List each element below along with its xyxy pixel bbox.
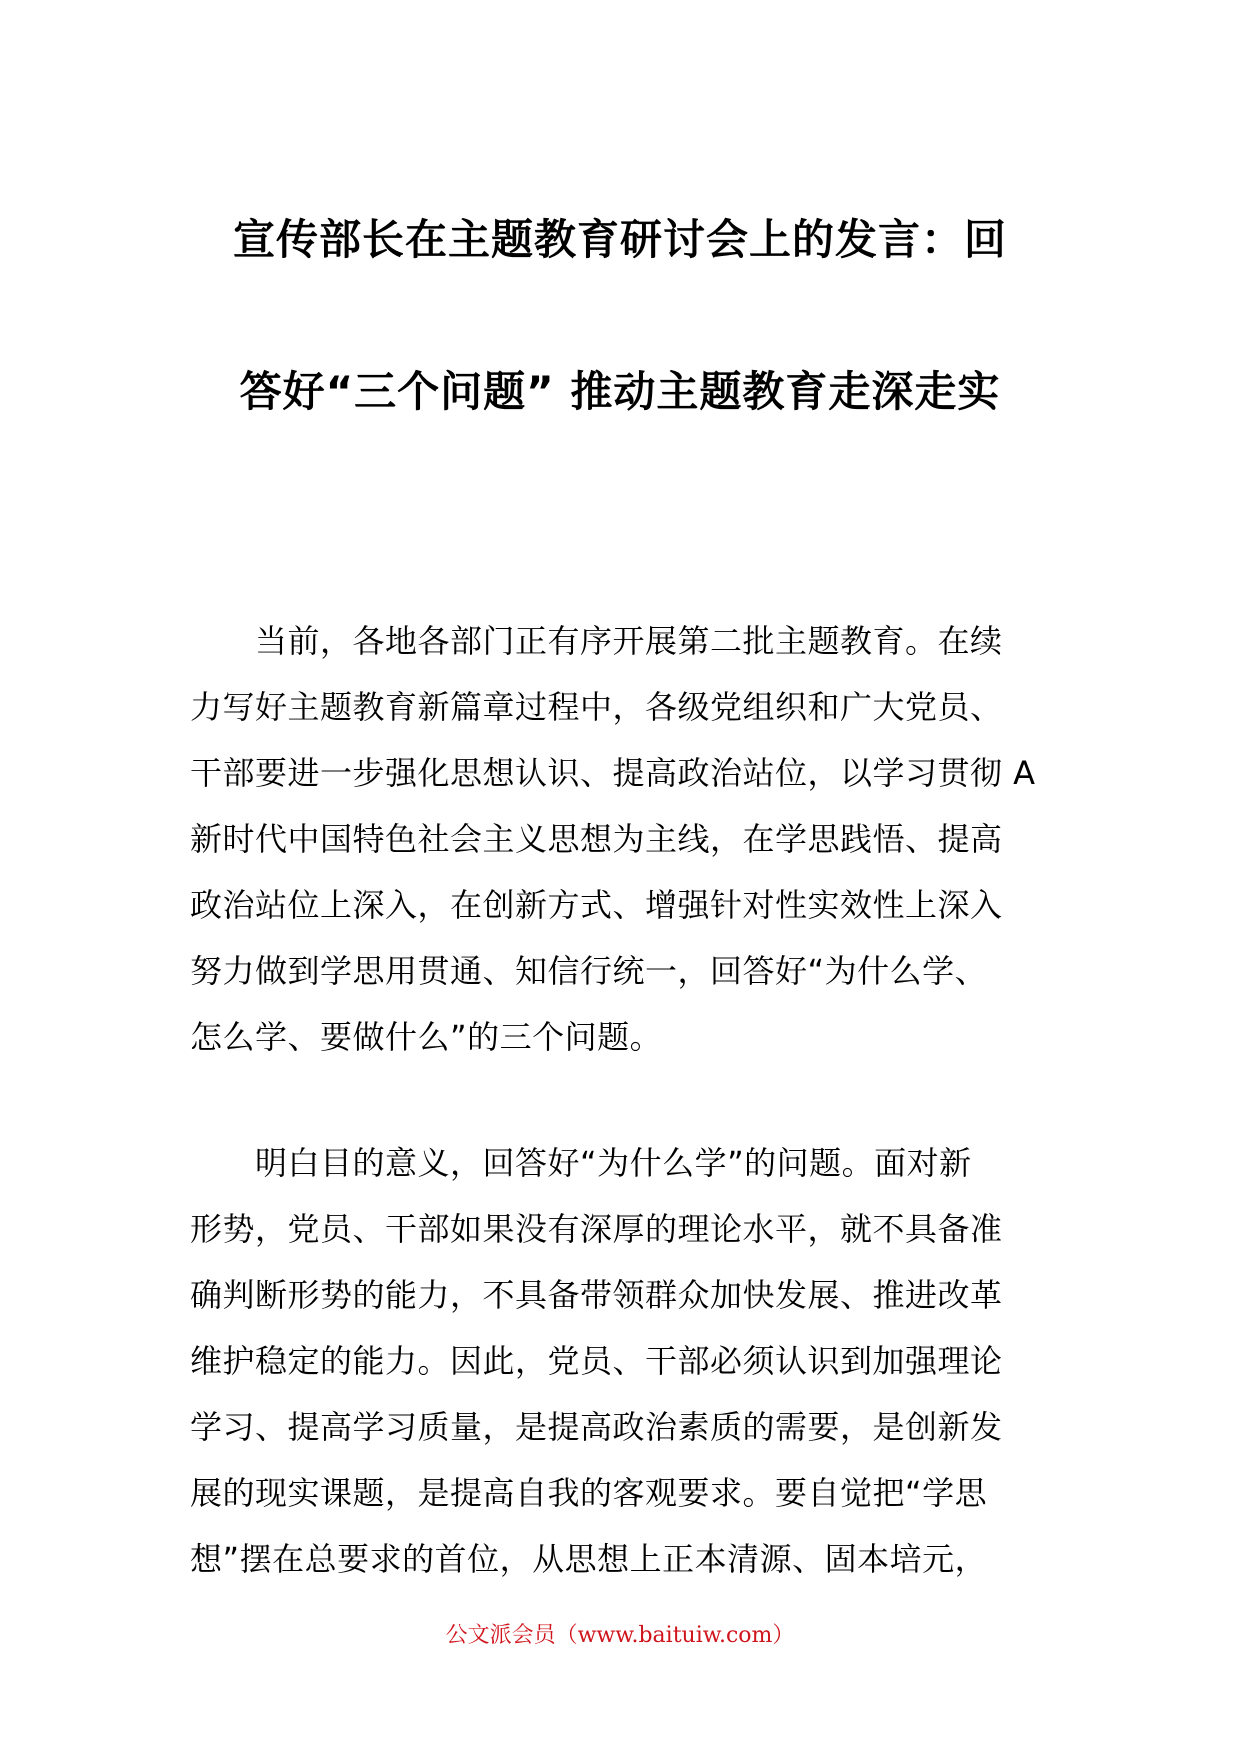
paragraph-line: 明白目的意义，回答好“为什么学”的问题。面对新 [190,1144,972,1182]
paragraph-line: 政治站位上深入，在创新方式、增强针对性实效性上深入 [190,886,1003,924]
paragraph-line: 想”摆在总要求的首位，从思想上正本清源、固本培元， [190,1540,988,1578]
paragraph-line: 新时代中国特色社会主义思想为主线，在学思践悟、提高 [190,820,1003,858]
footer-watermark: 公文派会员（www.baituiw.com） [445,1623,795,1648]
paragraph-2 [190,1130,1060,1592]
paragraph-line: 努力做到学思用贯通、知信行统一，回答好“为什么学、 [190,952,988,990]
paragraph-line: 形势，党员、干部如果没有深厚的理论水平，就不具备准 [190,1210,1003,1248]
document-title-line-1: 宣传部长在主题教育研讨会上的发言：回 [232,215,1007,264]
paragraph-line: 学习、提高学习质量，是提高政治素质的需要，是创新发 [190,1408,1003,1446]
paragraph-line: 维护稳定的能力。因此，党员、干部必须认识到加强理论 [190,1342,1003,1380]
paragraph-1 [190,608,1060,1070]
paragraph-line: 展的现实课题，是提高自我的客观要求。要自觉把“学思 [190,1474,988,1512]
document-title-line-2: 答好“三个问题” 推动主题教育走深走实 [239,367,1001,416]
paragraph-line: 怎么学、要做什么”的三个问题。 [190,1018,663,1056]
paragraph-line: 确判断形势的能力，不具备带领群众加快发展、推进改革 [190,1276,1003,1314]
paragraph-line: 干部要进一步强化思想认识、提高政治站位，以学习贯彻 A [190,754,1036,792]
paragraph-line: 力写好主题教育新篇章过程中，各级党组织和广大党员、 [190,688,1003,726]
paragraph-line: 当前，各地各部门正有序开展第二批主题教育。在续 [190,622,1003,660]
